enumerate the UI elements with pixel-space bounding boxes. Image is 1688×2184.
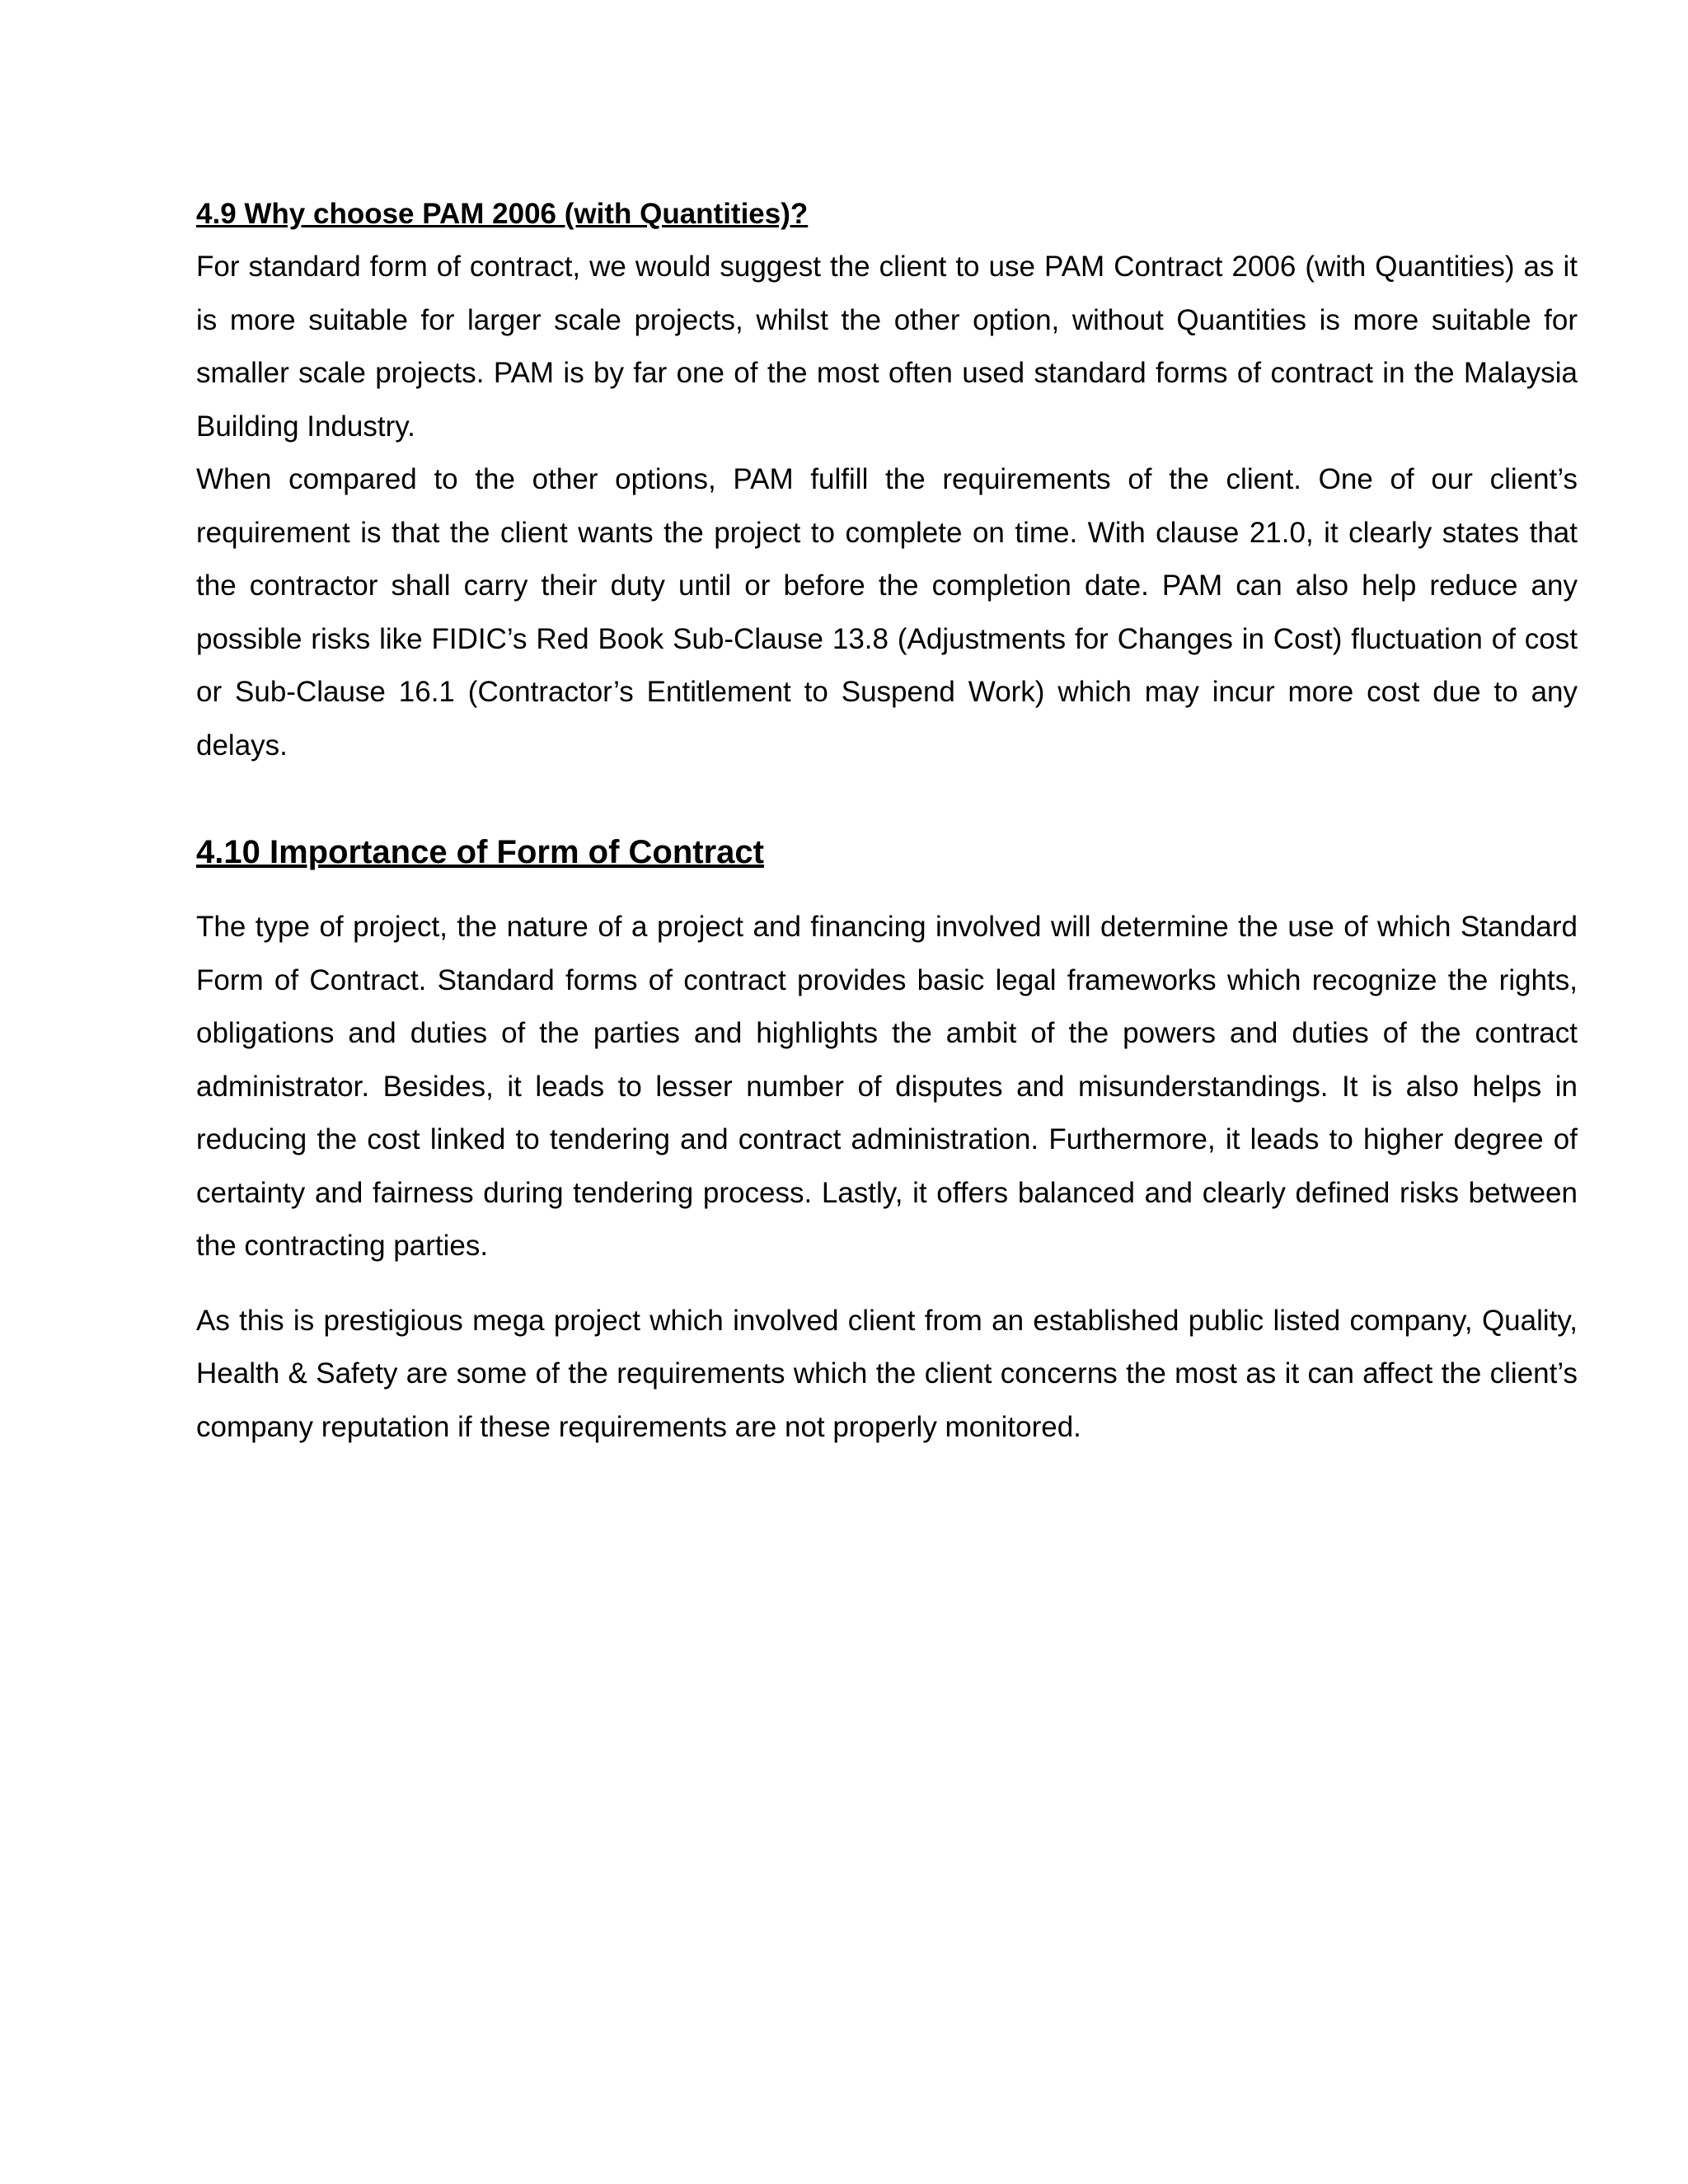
page-content — [196, 191, 1578, 1454]
section-4-10-heading: 4.10 Importance of Form of Contract — [196, 834, 764, 870]
section-4-9-paragraph-2: When compared to the other options, PAM fulfill the requirements of the client. One of our client’s requirement is that the client wants the project to complete on time. With clause 21.0, it clearly states that the contractor shall carry their duty until or before the completion date. PAM can also help reduce any possible risks like FIDIC’s Red Book Sub-Clause 13.8 (Adjustments for Changes in Cost) fluctuation of cost or Sub-Clause 16.1 (Contractor’s Entitlement to Suspend Work) which may incur more cost due to any delays. — [196, 463, 1578, 762]
section-4-9-heading: 4.9 Why choose PAM 2006 (with Quantities)? — [196, 198, 809, 230]
section-4-9-paragraph-1: For standard form of contract, we would suggest the client to use PAM Contract 2006 (with Quantities) as it is more suitable for larger scale projects, whilst the other option, without Quantities is more suitable for smaller scale projects. PAM is by far one of the most often used standard forms of contract in the Malaysia Building Industry. — [196, 251, 1578, 443]
section-4-10-paragraph-1: The type of project, the nature of a project and financing involved will determine the use of which Standard Form of Contract. Standard forms of contract provides basic legal frameworks which recognize the rights, obligations and duties of the parties and highlights the ambit of the powers and duties of the contract administrator. Besides, it leads to lesser number of disputes and misunderstandings. It is also helps in reducing the cost linked to tendering and contract administration. Furthermore, it leads to higher degree of certainty and fairness during tendering process. Lastly, it offers balanced and clearly defined risks between the contracting parties. — [196, 911, 1578, 1262]
section-4-10-paragraph-2: As this is prestigious mega project which involved client from an established public listed company, Quality, Health & Safety are some of the requirements which the client concerns the most as it can affect the client’s company reputation if these requirements are not properly monitored. — [196, 1304, 1578, 1443]
